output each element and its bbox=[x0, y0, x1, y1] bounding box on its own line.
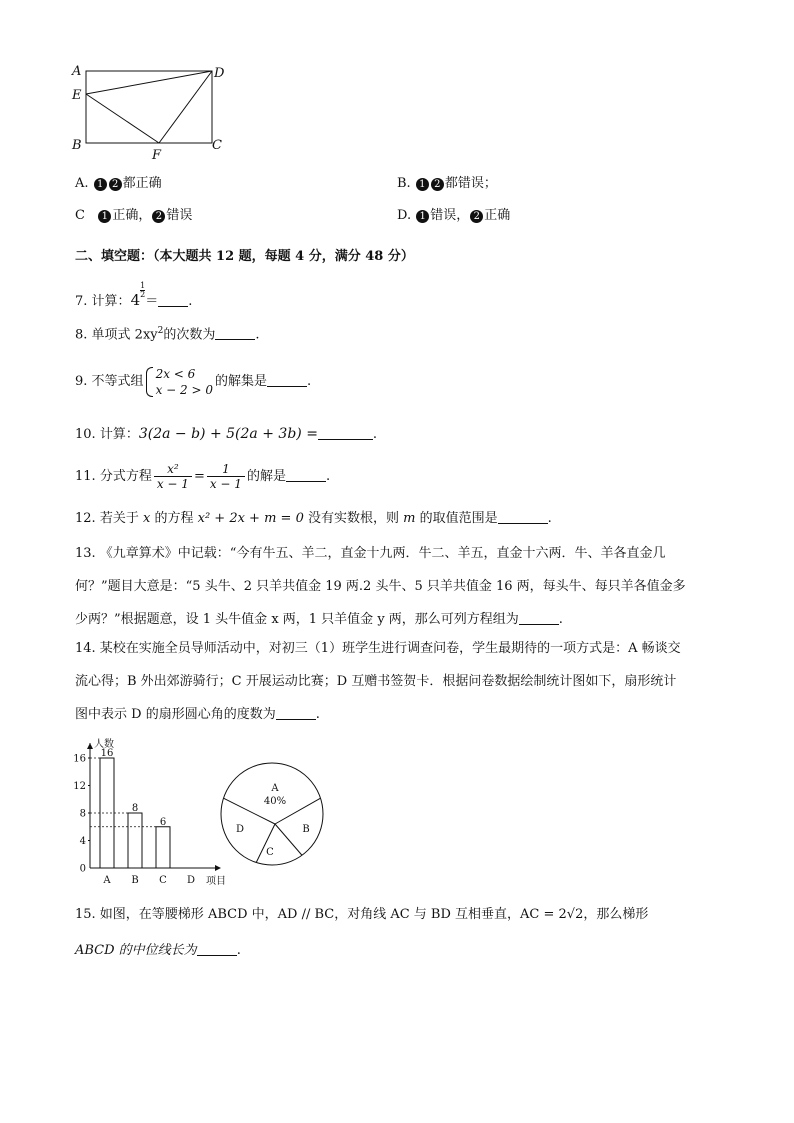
x-tick-label: B bbox=[131, 875, 139, 886]
y-tick-label: 8 bbox=[79, 808, 86, 820]
circle-2-icon: 2 bbox=[431, 178, 444, 191]
fraction-2: $\frac{1}{x - 1}$ bbox=[207, 462, 245, 491]
y-tick-label: 12 bbox=[73, 781, 86, 792]
bar bbox=[128, 813, 142, 868]
circle-2-icon: 2 bbox=[470, 210, 483, 223]
pie-chart bbox=[215, 762, 345, 867]
question-12: 12. 若关于 x 的方程 x² + 2x + m = 0 没有实数根，则 m 的取值范围是 . bbox=[75, 511, 552, 526]
pie-slice-label: C bbox=[266, 847, 274, 858]
circle-2-icon: 2 bbox=[109, 178, 122, 191]
option-d[interactable]: D. 1 错误， 2 正确 bbox=[397, 208, 511, 223]
question-15-line-2: ABCD 的中位线长为 . bbox=[75, 943, 241, 958]
x-tick-label: D bbox=[186, 875, 196, 886]
inequality-system: 2x < 6 x − 2 > 0 bbox=[146, 366, 213, 398]
section-title: 二、填空题：（本大题共 12 题，每题 4 分，满分 48 分） bbox=[75, 249, 414, 264]
bar-data-label: 16 bbox=[100, 748, 114, 759]
bar-data-label: 8 bbox=[131, 803, 139, 814]
question-15-line-1: 15. 如图，在等腰梯形 ABCD 中，AD // BC，对角线 AC 与 BD 互相垂直，AC = 2√2，那么梯形 bbox=[75, 907, 649, 922]
answer-blank[interactable] bbox=[267, 374, 307, 387]
question-14-line-1: 14. 某校在实施全员导师活动中，对初三（1）班学生进行调查问卷，学生最期待的一项方式是：A 畅谈交 bbox=[75, 641, 681, 656]
question-11: 11. 分式方程 $\frac{\text{x²}}{x - 1}$ = $\frac{1}{x - 1}$ 的解是 . bbox=[75, 462, 331, 491]
question-13-line-1: 13. 《九章算术》中记载：“今有牛五、羊二，直金十九两．牛二、羊五，直金十六两．牛、羊各直金几 bbox=[75, 546, 666, 561]
pie-annotation: 40% bbox=[263, 796, 287, 807]
segment-ef bbox=[86, 94, 159, 143]
segment-fd bbox=[159, 71, 212, 143]
option-b[interactable]: B. 1 2 都错误； bbox=[397, 176, 497, 191]
answer-blank[interactable] bbox=[276, 707, 316, 720]
answer-blank[interactable] bbox=[286, 469, 326, 482]
question-10: 10. 计算：3(2a − b) + 5(2a + 3b) = . bbox=[75, 426, 378, 442]
option-a[interactable]: A. 1 2 都正确 bbox=[75, 176, 162, 191]
x-tick-label: C bbox=[159, 875, 167, 886]
circle-1-icon: 1 bbox=[98, 210, 111, 223]
question-9: 9. 不等式组 2x < 6 x − 2 > 0 的解集是 . bbox=[75, 366, 312, 397]
pie-slice-label: A bbox=[271, 783, 279, 794]
y-tick-label: 16 bbox=[73, 753, 86, 765]
question-13-line-3: 少两？”根据题意，设 1 头牛值金 x 两，1 只羊值金 y 两，那么可列方程组为 . bbox=[75, 612, 563, 627]
segment-ed bbox=[86, 71, 212, 94]
option-c[interactable]: C 1 正确， 2 错误 bbox=[75, 208, 193, 223]
question-7: 7. 计算：4 $\frac{1}{2}$ ＝ . bbox=[75, 281, 193, 309]
pie-slice-label: D bbox=[235, 824, 245, 835]
circle-2-icon: 2 bbox=[152, 210, 165, 223]
y-tick-label: 4 bbox=[79, 836, 86, 847]
answer-blank[interactable] bbox=[519, 612, 559, 625]
label-c: C bbox=[212, 138, 222, 153]
bar-data-label: 6 bbox=[159, 816, 167, 828]
x-axis-label: 项目 bbox=[206, 876, 226, 887]
x-tick-label: A bbox=[103, 875, 111, 886]
circle-1-icon: 1 bbox=[416, 178, 429, 191]
y-axis-arrow bbox=[87, 743, 93, 749]
bar bbox=[156, 827, 170, 868]
answer-blank[interactable] bbox=[158, 294, 188, 307]
circle-1-icon: 1 bbox=[416, 210, 429, 223]
pie-slice-label: B bbox=[302, 824, 310, 835]
fraction-1: $\frac{\text{x²}}{x - 1}$ bbox=[154, 462, 192, 491]
answer-blank[interactable] bbox=[197, 943, 237, 956]
label-f: F bbox=[152, 148, 162, 163]
answer-blank[interactable] bbox=[215, 327, 255, 340]
label-b: B bbox=[72, 138, 82, 153]
answer-blank[interactable] bbox=[318, 427, 373, 440]
question-13-line-2: 何？”题目大意是：“5 头牛、2 只羊共值金 19 两.2 头牛、5 只羊共值金 16 两，每头牛、每只羊各值金多 bbox=[75, 579, 686, 594]
rectangle-figure bbox=[64, 60, 234, 165]
y-tick-label: 0 bbox=[79, 863, 86, 875]
question-14-line-2: 流心得；B 外出郊游骑行；C 开展运动比赛；D 互赠书签贺卡．根据问卷数据绘制统计图如下，扇形统计 bbox=[75, 674, 677, 689]
question-14-line-3: 图中表示 D 的扇形圆心角的度数为 . bbox=[75, 707, 320, 722]
label-d: D bbox=[214, 66, 225, 81]
label-a: A bbox=[72, 64, 82, 79]
pie-slice-boundary bbox=[275, 824, 302, 855]
circle-1-icon: 1 bbox=[94, 178, 107, 191]
question-8: 8. 单项式 $2xy^2$的次数为 . bbox=[75, 326, 260, 343]
answer-blank[interactable] bbox=[498, 511, 548, 524]
bar-chart bbox=[60, 728, 240, 888]
label-e: E bbox=[72, 88, 82, 103]
y-axis-label: 人数 bbox=[94, 739, 114, 750]
